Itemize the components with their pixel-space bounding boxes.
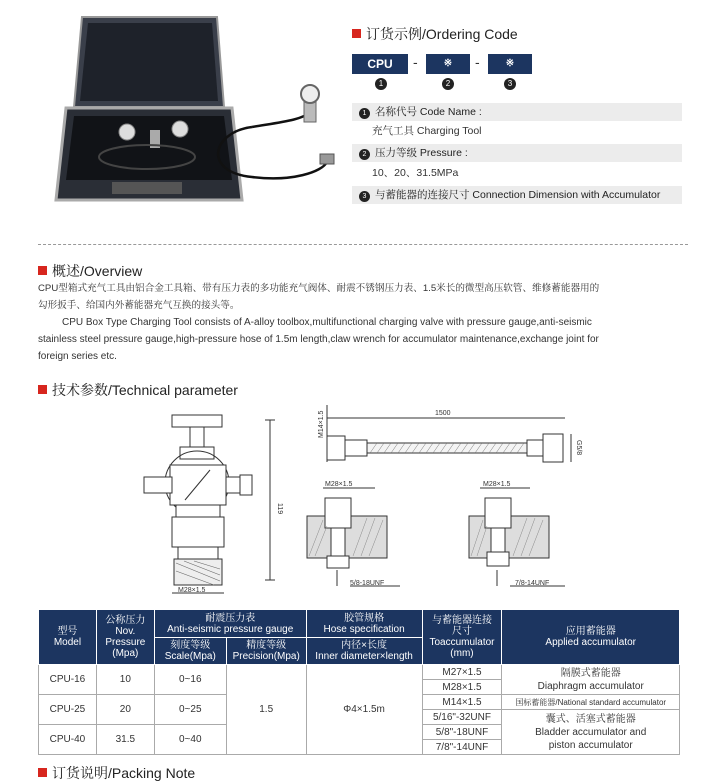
header-applied bbox=[502, 610, 680, 665]
header-hose-sub-cn: 内径×长度 bbox=[341, 640, 387, 651]
item-number-3: 3 bbox=[359, 191, 370, 202]
header-pressure-en2: Pressure bbox=[105, 637, 146, 648]
packing-title bbox=[38, 763, 195, 783]
header-conn-unit: (mm) bbox=[450, 648, 474, 659]
valve-base-thread-label: M28×1.5 bbox=[178, 587, 206, 594]
header-scale-cn: 刻度等级 bbox=[170, 640, 211, 651]
valve-height-label: 119 bbox=[276, 503, 283, 515]
applied-diaphragm-cn: 隔膜式蓄能器 bbox=[560, 667, 621, 679]
table-applied-national: 国标蓄能器/National standard accumulator bbox=[502, 695, 680, 710]
technical-title-text: 技术参数/Technical parameter bbox=[52, 382, 238, 398]
header-scale-en: Scale(Mpa) bbox=[164, 651, 216, 662]
table-connection: M28×1.5 bbox=[422, 680, 502, 695]
header-hose-sub-en: Inner diameter×length bbox=[315, 651, 413, 662]
connection-label: 与蓄能器的连接尺寸 Connection Dimension with Accumulator bbox=[375, 189, 661, 201]
code-dash-1: - bbox=[413, 54, 418, 70]
hose-left-thread-label: M14×1.5 bbox=[318, 410, 325, 438]
applied-diaphragm-en: Diaphragm accumulator bbox=[537, 680, 644, 692]
section-marker-icon bbox=[352, 29, 361, 38]
header-precision bbox=[226, 638, 306, 665]
header-conn-cn2: 尺寸 bbox=[451, 626, 472, 637]
header-precision-cn: 精度等级 bbox=[246, 640, 287, 651]
overview-title bbox=[38, 261, 142, 281]
header-hose-sub bbox=[306, 638, 422, 665]
overview-en-line1: CPU Box Type Charging Tool consists of A-alloy toolbox,multifunctional charging valve with pressure gauge,anti-seismic bbox=[62, 317, 592, 328]
pressure-label: 压力等级 Pressure : bbox=[375, 147, 468, 159]
technical-title bbox=[38, 380, 238, 400]
fitting2-bottom-label: 7/8-14UNF bbox=[515, 580, 550, 587]
table-row-scale: 0~16 bbox=[154, 665, 226, 695]
code-name-row bbox=[352, 103, 682, 121]
header-gauge-en: Anti-seismic pressure gauge bbox=[167, 623, 294, 635]
code-box-3: ※ bbox=[488, 54, 532, 74]
section-marker-icon bbox=[38, 768, 47, 777]
item-number-2: 2 bbox=[359, 149, 370, 160]
code-name-value: 充气工具 Charging Tool bbox=[372, 125, 482, 137]
header-precision-en: Precision(Mpa) bbox=[232, 651, 300, 662]
fitting-drawing-1 bbox=[305, 478, 415, 593]
pressure-row bbox=[352, 144, 682, 162]
ordering-title-text: 订货示例/Ordering Code bbox=[366, 26, 518, 42]
header-scale bbox=[154, 638, 226, 665]
applied-bladder-en2: piston accumulator bbox=[548, 739, 633, 751]
connection-row bbox=[352, 186, 682, 204]
hose-drawing bbox=[315, 400, 580, 475]
table-precision: 1.5 bbox=[226, 665, 306, 755]
pressure-value: 10、20、31.5MPa bbox=[372, 167, 459, 179]
table-row-model: CPU-25 bbox=[39, 695, 97, 725]
header-model bbox=[39, 610, 97, 665]
table-connection: 7/8"-14UNF bbox=[422, 740, 502, 755]
header-conn-en: Toaccumulator bbox=[429, 637, 495, 648]
overview-en-line2: stainless steel pressure gauge,high-pressure hose of 1.5m length,claw wrench for accumulator maintenance,exchange joint for bbox=[38, 334, 599, 345]
header-pressure bbox=[96, 610, 154, 665]
header-applied-en: Applied accumulator bbox=[545, 637, 637, 648]
code-dash-2: - bbox=[475, 54, 480, 70]
product-photo bbox=[52, 12, 342, 212]
hose-right-thread-label: G5/8 bbox=[575, 440, 582, 456]
header-pressure-cn: 公称压力 bbox=[105, 615, 146, 626]
fitting2-top-label: M28×1.5 bbox=[483, 481, 511, 488]
section-divider bbox=[38, 244, 688, 245]
table-hose: Φ4×1.5m bbox=[306, 665, 422, 755]
header-model-cn: 型号 bbox=[57, 626, 78, 637]
table-row-model: CPU-16 bbox=[39, 665, 97, 695]
table-connection: 5/16"-32UNF bbox=[422, 710, 502, 725]
table-connection: M27×1.5 bbox=[422, 665, 502, 680]
fitting1-bottom-label: 5/8-18UNF bbox=[350, 580, 385, 587]
overview-cn-line2: 勾形扳手、给国内外蓄能器充气互换的接头等。 bbox=[38, 300, 240, 311]
header-conn-cn1: 与蓄能器连接 bbox=[431, 615, 492, 626]
header-applied-cn: 应用蓄能器 bbox=[565, 626, 616, 637]
code-box-1: CPU bbox=[352, 54, 408, 74]
overview-title-text: 概述/Overview bbox=[52, 263, 143, 279]
spec-table bbox=[38, 609, 680, 755]
header-model-en: Model bbox=[53, 637, 82, 648]
overview-cn-line1: CPU型箱式充气工具由铝合金工具箱、带有压力表的多功能充气阀体、耐震不锈钢压力表、1.5米长的微型高压软管、维修蓄能器用的 bbox=[38, 283, 600, 294]
code-number-2: 2 bbox=[442, 78, 454, 90]
fitting1-top-label: M28×1.5 bbox=[325, 481, 353, 488]
packing-title-text: 订货说明/Packing Note bbox=[52, 765, 196, 781]
header-pressure-en1: Nov. bbox=[115, 626, 136, 637]
table-row-pressure: 10 bbox=[96, 665, 154, 695]
code-number-3: 3 bbox=[504, 78, 516, 90]
item-number-1: 1 bbox=[359, 108, 370, 119]
table-row-pressure: 31.5 bbox=[96, 725, 154, 755]
header-gauge bbox=[154, 610, 306, 638]
ordering-title bbox=[352, 24, 518, 44]
header-hose-cn: 胶管规格 bbox=[344, 612, 385, 624]
header-connection bbox=[422, 610, 502, 665]
code-box-2: ※ bbox=[426, 54, 470, 74]
table-connection: 5/8"-18UNF bbox=[422, 725, 502, 740]
table-applied-diaphragm bbox=[502, 665, 680, 695]
valve-drawing bbox=[130, 405, 290, 600]
hose-length-label: 1500 bbox=[435, 410, 451, 417]
section-marker-icon bbox=[38, 266, 47, 275]
overview-en-line3: foreign series etc. bbox=[38, 351, 117, 362]
table-row-pressure: 20 bbox=[96, 695, 154, 725]
fitting-drawing-2 bbox=[465, 478, 580, 593]
applied-bladder-cn: 囊式、活塞式蓄能器 bbox=[545, 713, 636, 725]
table-row-scale: 0~40 bbox=[154, 725, 226, 755]
applied-bladder-en1: Bladder accumulator and bbox=[535, 726, 647, 738]
table-row-scale: 0~25 bbox=[154, 695, 226, 725]
table-applied-bladder bbox=[502, 710, 680, 755]
code-name-label: 名称代号 Code Name : bbox=[375, 106, 482, 118]
table-connection: M14×1.5 bbox=[422, 695, 502, 710]
header-hose bbox=[306, 610, 422, 638]
section-marker-icon bbox=[38, 385, 47, 394]
table-row-model: CPU-40 bbox=[39, 725, 97, 755]
header-gauge-cn: 耐震压力表 bbox=[205, 612, 256, 624]
code-number-1: 1 bbox=[375, 78, 387, 90]
header-pressure-unit: (Mpa) bbox=[112, 648, 139, 659]
header-hose-en: Hose specification bbox=[323, 623, 405, 635]
